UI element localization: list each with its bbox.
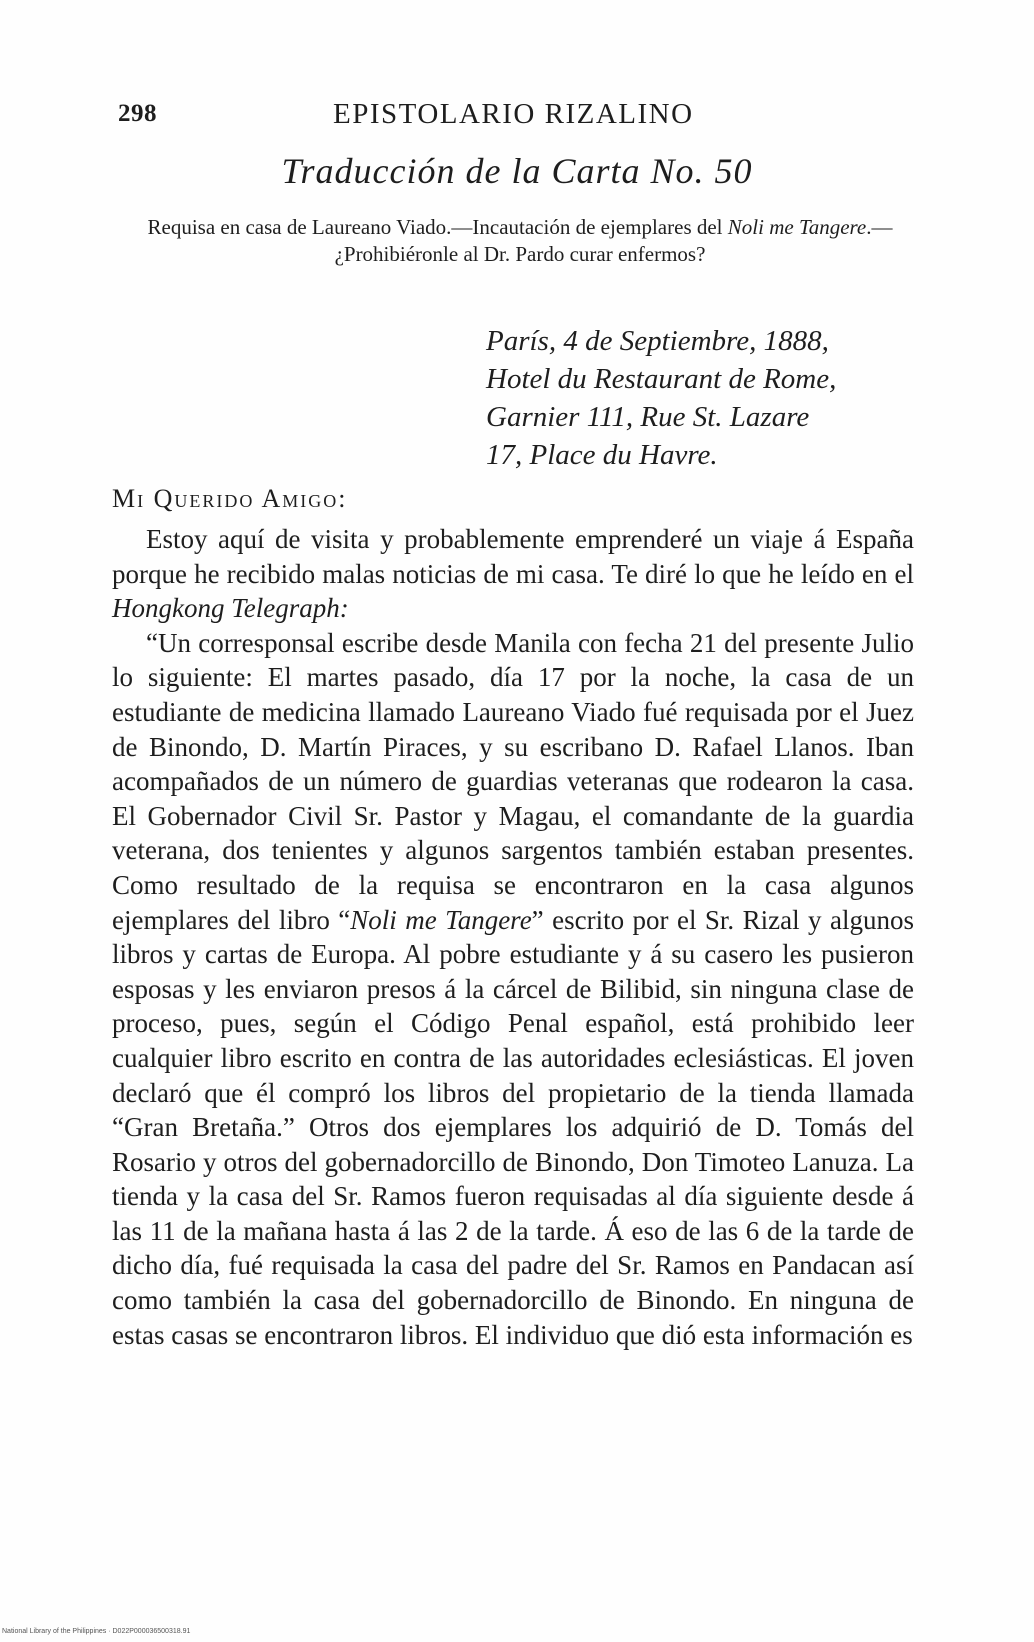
page-header [118,98,918,134]
summary-book-title: Noli me Tangere [727,215,867,239]
body-paragraph-1 [112,522,914,626]
dateline-line-1: París, 4 de Septiembre, 1888, [486,325,829,357]
letter-summary [140,214,900,268]
summary-text-1: Requisa en casa de Laureano Viado.—Incautación de ejemplares del [147,215,728,239]
page-number: 298 [118,100,157,127]
body-paragraph-2 [112,626,914,1352]
letter-body [112,522,914,1352]
dateline-line-3: Garnier 111, Rue St. Lazare [486,401,810,433]
paragraph-2-text-1: “Un corresponsal escribe desde Manila con fecha 21 del presente Julio lo siguiente: El martes pasado, día 17 por la noche, la casa de un estudiante de medicina llamado Laureano Viado fué requisada por el Juez de Binondo, D. Martín Piraces, y su escribano D. Rafael Llanos. Iban acompañados de un número de guardias veteranas que rodearon la casa. El Gobernador Civil Sr. Pastor y Magau, el comandante de la guardia veterana, dos tenientes y algunos sargentos también estaban presentes. Como resultado de la requisa se encontraron en la casa algunos ejemplares del libro “ [112,627,914,935]
dateline [486,322,836,474]
salutation: Mi Querido Amigo: [112,484,348,513]
paragraph-2-text-2: ” escrito por el Sr. Rizal y algunos libros y cartas de Europa. Al pobre estudiante y á su casero les pusieron esposas y les enviaron presos á la cárcel de Bilibid, sin ninguna clase de proceso, pues, según el Código Penal español, está prohibido leer cualquier libro escrito en contra de las autoridades eclesiásticas. El joven declaró que él compró los libros del propietario de la tienda llamada “Gran Bretaña.” Otros dos ejemplares los adquirió de D. Tomás del Rosario y otros del gobernadorcillo de Binondo, Don Timoteo Lanuza. La tienda y la casa del Sr. Ramos fueron requisadas al día siguiente desde á las 11 de la mañana hasta á las 2 de la tarde. Á eso de las 6 de la tarde de dicho día, fué requisada la casa del padre del Sr. Ramos en Pandacan así como también la casa del gobernadorcillo de Binondo. En ninguna de estas casas se encontraron libros. El individuo que dió esta información es [112,904,914,1350]
book-title: Noli me Tangere [350,904,532,935]
dateline-line-4: 17, Place du Havre. [486,439,718,471]
newspaper-title: Hongkong Telegraph: [112,593,349,624]
dateline-line-2: Hotel du Restaurant de Rome, [486,363,837,395]
running-head: EPISTOLARIO RIZALINO [333,98,694,130]
summary-text-2: .—¿Prohibiéronle al Dr. Pardo curar enfermos? [334,215,893,266]
scan-footer: National Library of the Philippines · D022P000036500318.91 [2,1628,191,1635]
letter-title: Traducción de la Carta No. 50 [281,151,753,191]
paragraph-1-text: Estoy aquí de visita y probablemente emprenderé un viaje á España porque he recibido malas noticias de mi casa. Te diré lo que he leído en el [112,524,914,589]
